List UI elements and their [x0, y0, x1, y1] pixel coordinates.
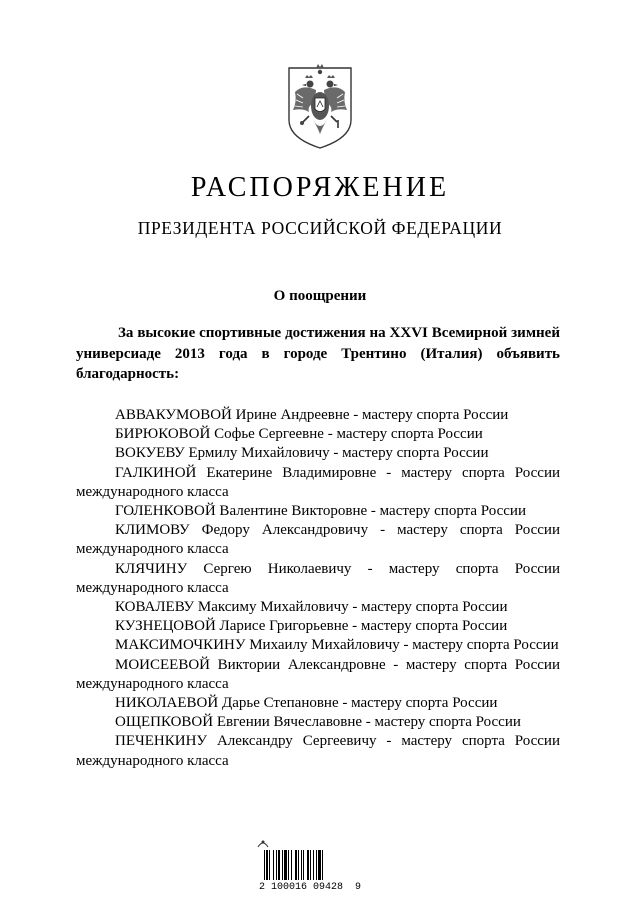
document-subtitle: ПРЕЗИДЕНТА РОССИЙСКОЙ ФЕДЕРАЦИИ — [137, 218, 503, 238]
coat-of-arms-icon — [285, 62, 355, 150]
barcode — [250, 838, 370, 898]
document-type-title: РАСПОРЯЖЕНИЕ — [190, 172, 450, 203]
small-emblem-icon — [256, 838, 270, 848]
awardee-entry: ВОКУЕВУ Ермилу Михайловичу - мастеру спорта России — [115, 445, 489, 462]
document-heading: О поощрении — [273, 288, 367, 304]
awardee-entry: ПЕЧЕНКИНУ Александру Сергеевичу - мастеру спорта России международного класса — [76, 733, 560, 769]
awardee-entry: КОВАЛЕВУ Максиму Михайловичу - мастеру спорта России — [115, 599, 508, 616]
preamble-paragraph: За высокие спортивные достижения на XXVI Всемирной зимней универсиаде 2013 года в городе Трентино (Италия) объявить благодарность: — [76, 325, 560, 382]
barcode-number: 2 100016 09428 9 — [258, 882, 362, 893]
awardee-entry: ГОЛЕНКОВОЙ Валентине Викторовне - мастеру спорта России — [115, 503, 526, 520]
awardee-entry: НИКОЛАЕВОЙ Дарье Степановне - мастеру спорта России — [115, 695, 498, 712]
awardee-entry: АВВАКУМОВОЙ Ирине Андреевне - мастеру спорта России — [115, 407, 509, 423]
awardee-entry: КЛЯЧИНУ Сергею Николаевичу - мастеру спорта России международного класса — [76, 560, 560, 596]
awardee-entry: БИРЮКОВОЙ Софье Сергеевне - мастеру спорта России — [115, 426, 483, 443]
awardee-entry: МОИСЕЕВОЙ Виктории Александровне - мастеру спорта России международного класса — [76, 656, 560, 692]
awardee-entry: ГАЛКИНОЙ Екатерине Владимировне - мастеру спорта России международного класса — [76, 464, 560, 500]
awardee-entry: ОЩЕПКОВОЙ Евгении Вячеславовне - мастеру спорта России — [115, 714, 521, 731]
awardee-entry: КЛИМОВУ Федору Александровичу - мастеру спорта России международного класса — [76, 522, 560, 558]
barcode-bars-icon — [264, 850, 358, 880]
awardee-entry: МАКСИМОЧКИНУ Михаилу Михайловичу - мастеру спорта России — [115, 637, 559, 654]
awardee-entry: КУЗНЕЦОВОЙ Ларисе Григорьевне - мастеру спорта России — [115, 618, 508, 635]
awardee-list — [76, 406, 560, 771]
